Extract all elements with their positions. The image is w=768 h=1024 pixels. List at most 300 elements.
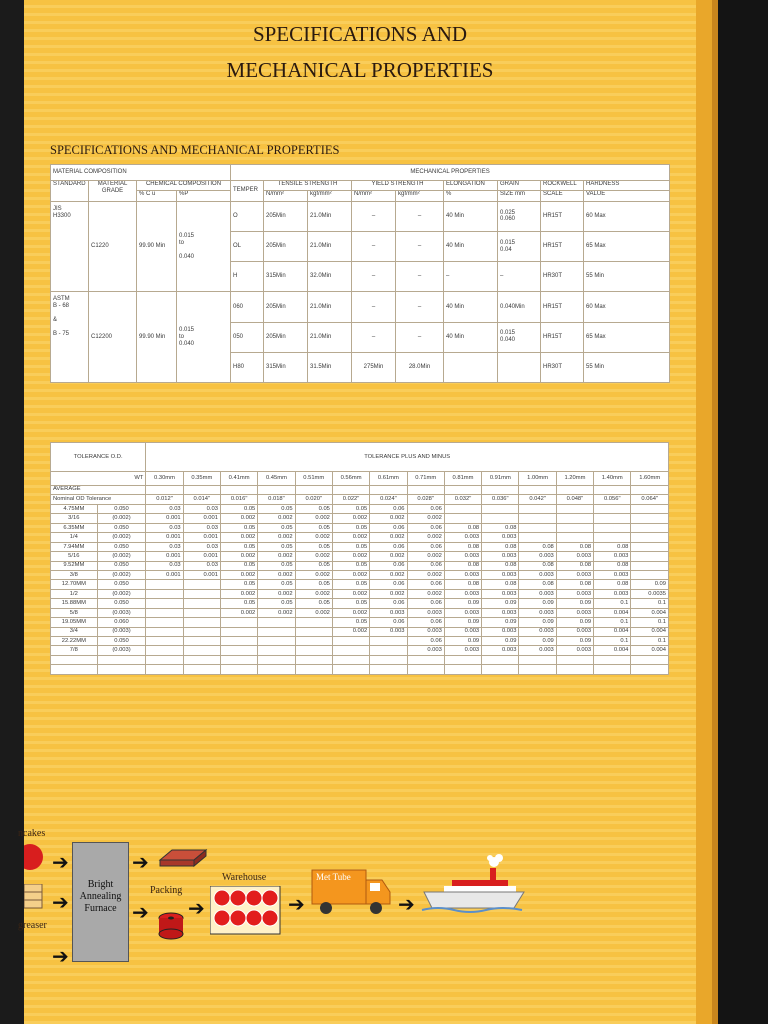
yield-n-cell: – (352, 322, 396, 352)
tolerance-row (51, 561, 669, 570)
od-size-cell: 4.75MM (51, 504, 98, 513)
tensile-kgf-cell: 21.0Min (308, 232, 352, 262)
yield-kgf-cell: – (396, 292, 444, 322)
grain-size-cell: 0.040Min (498, 292, 541, 322)
elongation-unit-header: % (444, 190, 498, 201)
temper-cell: 060 (231, 292, 264, 322)
tolerance-value-cell: 0.003 (444, 627, 481, 636)
cu-cell: 99.90 Min (137, 292, 177, 383)
page-title-line2: MECHANICAL PROPERTIES (226, 58, 494, 82)
tolerance-value-cell: 0.003 (556, 608, 593, 617)
tolerance-value-cell: 0.09 (519, 618, 556, 627)
tolerance-value-cell: 0.0035 (631, 589, 669, 598)
section-subtitle: SPECIFICATIONS AND MECHANICAL PROPERTIES (50, 143, 340, 157)
tolerance-value-cell: 0.002 (407, 589, 444, 598)
tolerance-value-cell: 0.004 (594, 608, 631, 617)
wall-thickness-inch: 0.018" (258, 494, 295, 504)
tolerance-value-cell: 0.08 (444, 523, 481, 532)
tolerance-row (51, 552, 669, 561)
tolerance-value-cell: 0.08 (594, 561, 631, 570)
tolerance-row (51, 523, 669, 532)
tolerance-value-cell (220, 665, 257, 675)
tolerance-value-cell (444, 665, 481, 675)
tolerance-value-cell (556, 533, 593, 542)
tolerance-value-cell (444, 514, 481, 523)
tolerance-value-cell (146, 608, 183, 617)
od-tolerance-cell: 0.050 (97, 523, 146, 532)
yield-kgf-cell: – (396, 201, 444, 231)
tolerance-value-cell: 0.06 (407, 561, 444, 570)
tolerance-value-cell: 0.002 (332, 552, 369, 561)
tensile-kgf-cell: 21.0Min (308, 292, 352, 322)
tolerance-value-cell (594, 533, 631, 542)
arrow-4: ➔ (132, 850, 149, 874)
tolerance-value-cell (258, 665, 295, 675)
tolerance-value-cell (146, 627, 183, 636)
tolerance-value-cell (295, 618, 332, 627)
wall-thickness-mm: 0.81mm (444, 472, 481, 486)
tolerance-value-cell: 0.05 (220, 523, 257, 532)
specifications-table (50, 164, 670, 383)
tolerance-row (51, 533, 669, 542)
tolerance-value-cell (594, 523, 631, 532)
tolerance-value-cell (556, 504, 593, 513)
tolerance-value-cell (220, 637, 257, 646)
od-tolerance-cell: (0.002) (97, 514, 146, 523)
tolerance-value-cell (146, 646, 183, 655)
wall-thickness-mm: 1.20mm (556, 472, 593, 486)
tolerance-value-cell (556, 514, 593, 523)
elongation-cell: 40 Min (444, 232, 498, 262)
tolerance-value-cell: 0.003 (482, 533, 519, 542)
rockwell-cell: HR15T (541, 292, 584, 322)
rockwell-cell: HR15T (541, 232, 584, 262)
tolerance-value-cell (183, 618, 220, 627)
tolerance-value-cell: 0.004 (594, 646, 631, 655)
wall-thickness-inch: 0.064" (631, 494, 669, 504)
yield-kgf-cell: – (396, 322, 444, 352)
tolerance-value-cell: 0.004 (594, 627, 631, 636)
tolerance-value-cell (295, 637, 332, 646)
rockwell-unit-header: SCALE (541, 190, 584, 201)
tolerance-value-cell: 0.002 (332, 533, 369, 542)
tolerance-value-cell: 0.05 (220, 561, 257, 570)
tensile-n-cell: 205Min (264, 322, 308, 352)
tolerance-value-cell: 0.001 (146, 552, 183, 561)
tolerance-row (51, 599, 669, 608)
od-size-cell: 7.94MM (51, 542, 98, 551)
od-size-cell: 3/16 (51, 514, 98, 523)
elongation-cell (444, 352, 498, 382)
tensile-n-cell: 315Min (264, 262, 308, 292)
tolerance-value-cell: 0.05 (258, 542, 295, 551)
chemical-composition-header: CHEMICAL COMPOSITION (137, 180, 231, 190)
tolerance-value-cell: 0.08 (482, 542, 519, 551)
od-size-cell: 5/16 (51, 552, 98, 561)
tolerance-value-cell: 0.002 (220, 514, 257, 523)
wall-thickness-inch: 0.012" (146, 494, 183, 504)
tolerance-value-cell: 0.05 (295, 561, 332, 570)
rockwell-header: ROCKWELL (541, 180, 584, 190)
tolerance-value-cell (594, 665, 631, 675)
od-tolerance-cell: (0.002) (97, 570, 146, 579)
tolerance-value-cell: 0.001 (183, 514, 220, 523)
hardness-cell: 60 Max (584, 292, 670, 322)
tolerance-value-cell (146, 589, 183, 598)
yield-n-header: N/mm² (352, 190, 396, 201)
tolerance-value-cell (519, 655, 556, 664)
tolerance-value-cell: 0.05 (258, 504, 295, 513)
wall-thickness-inch: 0.032" (444, 494, 481, 504)
tolerance-value-cell: 0.05 (332, 599, 369, 608)
wall-thickness-inch: 0.024" (370, 494, 407, 504)
od-tolerance-cell: (0.002) (97, 533, 146, 542)
tolerance-value-cell (220, 627, 257, 636)
pancake-coil-icon (24, 842, 44, 872)
tolerance-value-cell (482, 504, 519, 513)
tolerance-value-cell (519, 665, 556, 675)
od-size-cell: 1/2 (51, 589, 98, 598)
od-tolerance-cell: 0.050 (97, 580, 146, 589)
tolerance-value-cell: 0.002 (407, 552, 444, 561)
tolerance-value-cell: 0.002 (220, 608, 257, 617)
yield-kgf-header: kgf/mm² (396, 190, 444, 201)
tolerance-value-cell: 0.003 (556, 589, 593, 598)
tolerance-value-cell: 0.06 (407, 504, 444, 513)
tolerance-value-cell: 0.05 (295, 523, 332, 532)
tolerance-value-cell: 0.08 (444, 542, 481, 551)
tolerance-value-cell: 0.003 (482, 589, 519, 598)
od-tolerance-cell: (0.003) (97, 646, 146, 655)
tolerance-value-cell: 0.004 (631, 627, 669, 636)
tolerance-value-cell: 0.06 (370, 542, 407, 551)
od-tolerance-cell: 0.050 (97, 504, 146, 513)
tolerance-value-cell: 0.08 (444, 580, 481, 589)
tolerance-value-cell (332, 665, 369, 675)
tolerance-value-cell: 0.05 (258, 561, 295, 570)
tolerance-value-cell (258, 618, 295, 627)
tolerance-value-cell: 0.002 (407, 514, 444, 523)
rockwell-cell: HR30T (541, 262, 584, 292)
tolerance-value-cell: 0.05 (258, 599, 295, 608)
arrow-8: ➔ (398, 892, 415, 916)
tolerance-value-cell: 0.03 (146, 523, 183, 532)
grain-size-cell: 0.015 0.04 (498, 232, 541, 262)
tolerance-value-cell: 0.003 (444, 533, 481, 542)
temper-cell: 050 (231, 322, 264, 352)
od-size-cell (51, 665, 98, 675)
standard-cell: ASTM B - 68 & B - 75 (51, 292, 89, 383)
tolerance-value-cell: 0.002 (258, 514, 295, 523)
tolerance-value-cell: 0.1 (631, 637, 669, 646)
tolerance-value-cell: 0.002 (332, 589, 369, 598)
tolerance-value-cell (631, 552, 669, 561)
rockwell-cell: HR15T (541, 201, 584, 231)
tensile-kgf-cell: 32.0Min (308, 262, 352, 292)
warehouse-label: Warehouse (222, 872, 267, 883)
tolerance-value-cell: 0.09 (556, 618, 593, 627)
tolerance-value-cell: 0.003 (482, 608, 519, 617)
tolerance-value-cell (631, 533, 669, 542)
tolerance-value-cell: 0.002 (220, 570, 257, 579)
wall-thickness-mm: 0.61mm (370, 472, 407, 486)
tolerance-value-cell: 0.001 (183, 570, 220, 579)
tolerance-value-cell: 0.09 (482, 637, 519, 646)
tolerance-value-cell: 0.003 (482, 627, 519, 636)
elongation-header: ELONGATION (444, 180, 498, 190)
p-cell: 0.015 to 0.040 (177, 201, 231, 292)
tolerance-value-cell: 0.003 (556, 646, 593, 655)
tolerance-value-cell (631, 504, 669, 513)
tolerance-value-cell: 0.002 (295, 608, 332, 617)
yield-kgf-cell: 28.0Min (396, 352, 444, 382)
tolerance-value-cell: 0.05 (295, 504, 332, 513)
tolerance-value-cell (370, 637, 407, 646)
tensile-strength-header: TENSILE STRENGTH (264, 180, 352, 190)
tolerance-row (51, 608, 669, 617)
tolerance-value-cell: 0.09 (444, 599, 481, 608)
tolerance-value-cell (146, 618, 183, 627)
tolerance-value-cell: 0.05 (220, 599, 257, 608)
tolerance-value-cell (295, 627, 332, 636)
tolerance-value-cell: 0.03 (146, 542, 183, 551)
tolerance-value-cell: 0.002 (295, 552, 332, 561)
wall-thickness-inch: 0.042" (519, 494, 556, 504)
tolerance-row (51, 665, 669, 675)
tolerance-value-cell: 0.002 (332, 514, 369, 523)
od-size-cell: 7/8 (51, 646, 98, 655)
arrow-5: ➔ (132, 900, 149, 924)
tolerance-value-cell: 0.06 (370, 561, 407, 570)
tolerance-value-cell: 0.003 (556, 570, 593, 579)
tolerance-value-cell: 0.06 (407, 523, 444, 532)
tolerance-value-cell (183, 599, 220, 608)
tolerance-value-cell (258, 646, 295, 655)
od-size-cell: 9.52MM (51, 561, 98, 570)
hardness-cell: 55 Min (584, 352, 670, 382)
tolerance-value-cell (183, 608, 220, 617)
p-cell: 0.015 to 0.040 (177, 292, 231, 383)
tolerance-value-cell (258, 627, 295, 636)
tolerance-value-cell (556, 523, 593, 532)
tolerance-row (51, 646, 669, 655)
od-tolerance-cell: (0.002) (97, 552, 146, 561)
tolerance-value-cell: 0.05 (295, 542, 332, 551)
yield-n-cell: 275Min (352, 352, 396, 382)
tolerance-value-cell (183, 627, 220, 636)
tolerance-value-cell (444, 504, 481, 513)
tolerance-value-cell (482, 665, 519, 675)
od-size-cell: 1/4 (51, 533, 98, 542)
grain-unit-header: SIZE mm (498, 190, 541, 201)
tolerance-row (51, 589, 669, 598)
wall-thickness-inch: 0.036" (482, 494, 519, 504)
tolerance-value-cell: 0.03 (183, 542, 220, 551)
tolerance-value-cell (258, 637, 295, 646)
tolerance-row (51, 655, 669, 664)
tolerance-value-cell (556, 665, 593, 675)
arrow-3: ➔ (52, 944, 69, 968)
cu-cell: 99.90 Min (137, 201, 177, 292)
tolerance-value-cell: 0.002 (407, 533, 444, 542)
od-size-cell: 6.35MM (51, 523, 98, 532)
tolerance-value-cell (594, 655, 631, 664)
elongation-cell: 40 Min (444, 201, 498, 231)
tolerance-value-cell (519, 504, 556, 513)
tolerance-value-cell: 0.003 (407, 627, 444, 636)
tolerance-value-cell (146, 655, 183, 664)
tolerance-value-cell (631, 514, 669, 523)
tolerance-value-cell: 0.05 (332, 618, 369, 627)
od-size-cell: 12.70MM (51, 580, 98, 589)
tolerance-value-cell: 0.004 (631, 646, 669, 655)
tolerance-value-cell (332, 655, 369, 664)
tolerance-value-cell: 0.1 (631, 599, 669, 608)
tolerance-row (51, 514, 669, 523)
yield-kgf-cell: – (396, 262, 444, 292)
tolerance-value-cell: 0.08 (482, 580, 519, 589)
page-spine (696, 0, 712, 1024)
arrow-6: ➔ (188, 896, 205, 920)
tolerance-value-cell: 0.06 (407, 580, 444, 589)
od-tolerance-cell: (0.003) (97, 608, 146, 617)
temper-cell: H (231, 262, 264, 292)
tolerance-value-cell (183, 637, 220, 646)
tolerance-value-cell: 0.06 (370, 523, 407, 532)
tolerance-value-cell: 0.08 (556, 542, 593, 551)
tolerance-value-cell (519, 523, 556, 532)
tolerance-value-cell: 0.08 (519, 580, 556, 589)
tolerance-value-cell: 0.003 (594, 570, 631, 579)
tolerance-value-cell (295, 655, 332, 664)
tolerance-value-cell: 0.08 (519, 561, 556, 570)
tolerance-value-cell: 0.06 (407, 599, 444, 608)
degreaser-label: greaser (18, 920, 47, 931)
tolerance-value-cell (631, 570, 669, 579)
tolerance-value-cell: 0.002 (258, 608, 295, 617)
tolerance-value-cell: 0.09 (519, 637, 556, 646)
tolerance-value-cell: 0.05 (332, 561, 369, 570)
od-size-cell (51, 655, 98, 664)
warehouse-icon (210, 886, 282, 936)
tolerance-value-cell: 0.08 (519, 542, 556, 551)
tolerance-value-cell: 0.003 (370, 627, 407, 636)
temper-header: TEMPER (231, 180, 264, 201)
tolerance-row (51, 504, 669, 513)
wall-thickness-inch: 0.056" (594, 494, 631, 504)
elongation-cell: – (444, 262, 498, 292)
tolerance-value-cell (631, 523, 669, 532)
wall-thickness-mm: 0.41mm (220, 472, 257, 486)
tensile-n-header: N/mm² (264, 190, 308, 201)
dark-background-edge (718, 0, 768, 1024)
tolerance-value-cell: 0.002 (258, 533, 295, 542)
arrow-7: ➔ (288, 892, 305, 916)
tensile-n-cell: 315Min (264, 352, 308, 382)
tolerance-value-cell: 0.09 (519, 599, 556, 608)
tolerance-value-cell: 0.06 (407, 618, 444, 627)
nominal-od-label: Nominal OD Tolerance (51, 494, 146, 504)
tolerance-value-cell: 0.09 (556, 599, 593, 608)
tolerance-row (51, 618, 669, 627)
tolerance-value-cell: 0.1 (594, 637, 631, 646)
temper-cell: OL (231, 232, 264, 262)
tolerance-value-cell: 0.003 (519, 646, 556, 655)
wall-thickness-mm: 1.40mm (594, 472, 631, 486)
tolerance-value-cell: 0.002 (258, 552, 295, 561)
standard-cell: JIS H3300 (51, 201, 89, 292)
tolerance-value-cell: 0.03 (183, 561, 220, 570)
tolerance-value-cell (183, 589, 220, 598)
tolerance-value-cell (631, 542, 669, 551)
tolerance-value-cell (258, 655, 295, 664)
tolerance-value-cell (519, 514, 556, 523)
tolerance-value-cell: 0.09 (482, 618, 519, 627)
tolerance-value-cell: 0.002 (295, 589, 332, 598)
tolerance-value-cell: 0.003 (444, 570, 481, 579)
tolerance-value-cell (407, 665, 444, 675)
grain-size-cell: 0.025 0.060 (498, 201, 541, 231)
tolerance-value-cell: 0.09 (631, 580, 669, 589)
tolerance-value-cell: 0.002 (370, 514, 407, 523)
od-size-cell: 19.05MM (51, 618, 98, 627)
tolerance-value-cell: 0.05 (258, 580, 295, 589)
grain-size-cell (498, 352, 541, 382)
tolerance-value-cell: 0.001 (183, 552, 220, 561)
wall-thickness-mm: 0.45mm (258, 472, 295, 486)
tolerance-value-cell (631, 665, 669, 675)
tensile-n-cell: 205Min (264, 201, 308, 231)
wall-thickness-inch: 0.022" (332, 494, 369, 504)
tolerance-value-cell: 0.05 (295, 599, 332, 608)
truck-label: Met Tube (316, 872, 351, 882)
furnace-label: Bright Annealing Furnace (79, 879, 122, 914)
copper-strip-icon (156, 848, 208, 870)
tolerance-value-cell (482, 514, 519, 523)
tolerance-value-cell (332, 637, 369, 646)
tolerance-value-cell: 0.001 (183, 533, 220, 542)
tolerance-row (51, 627, 669, 636)
tolerance-value-cell: 0.003 (519, 570, 556, 579)
elongation-cell: 40 Min (444, 322, 498, 352)
average-label: AVERAGE (51, 485, 146, 494)
tolerance-value-cell: 0.002 (407, 570, 444, 579)
tolerance-value-cell: 0.08 (556, 561, 593, 570)
od-tolerance-cell: 0.060 (97, 618, 146, 627)
tolerance-value-cell: 0.003 (407, 646, 444, 655)
tolerance-value-cell: 0.1 (594, 618, 631, 627)
tolerance-value-cell (183, 580, 220, 589)
tolerance-row (51, 580, 669, 589)
tolerance-value-cell (556, 655, 593, 664)
tolerance-value-cell (220, 646, 257, 655)
wall-thickness-inch: 0.028" (407, 494, 444, 504)
tensile-kgf-header: kgf/mm² (308, 190, 352, 201)
tolerance-value-cell (370, 646, 407, 655)
tolerance-value-cell: 0.03 (183, 504, 220, 513)
tolerance-value-cell (146, 580, 183, 589)
tolerance-value-cell: 0.002 (332, 570, 369, 579)
temper-cell: O (231, 201, 264, 231)
packing-label: Packing (150, 885, 183, 896)
od-tolerance-cell: (0.002) (97, 589, 146, 598)
elongation-cell: 40 Min (444, 292, 498, 322)
tolerance-value-cell (220, 655, 257, 664)
tolerance-value-cell: 0.03 (146, 561, 183, 570)
tolerance-value-cell (183, 655, 220, 664)
tolerance-value-cell: 0.001 (146, 514, 183, 523)
tolerance-row (51, 570, 669, 579)
